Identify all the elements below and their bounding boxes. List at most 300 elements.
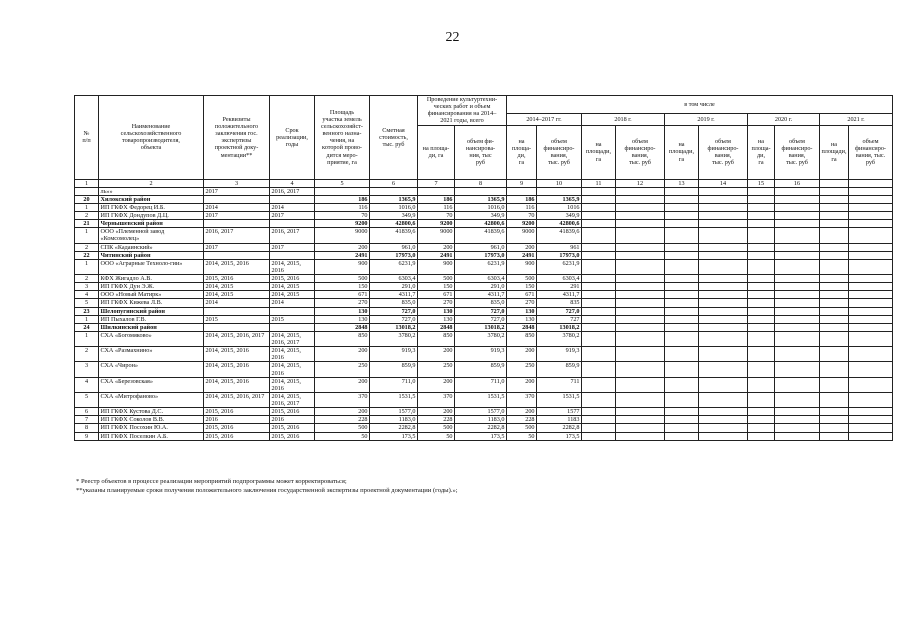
empty-cell (582, 377, 616, 392)
row-fin-2014-2017: 3780,2 (537, 331, 582, 346)
empty-cell (699, 195, 748, 203)
row-name: Читинский район (99, 251, 204, 259)
header-plan-fin: объем фи- нансирова- ния, тыс руб (455, 125, 507, 179)
row-plan-fin: 42800,6 (455, 220, 507, 228)
empty-cell (775, 416, 820, 424)
empty-cell (849, 362, 893, 377)
row-area-2014-2017: 70 (507, 212, 537, 220)
empty-cell (582, 424, 616, 432)
empty-cell (849, 347, 893, 362)
empty-cell (665, 315, 699, 323)
empty-cell (616, 299, 665, 307)
header-num: № п/п (75, 96, 99, 180)
district-row (75, 195, 893, 203)
row-docs: 2014, 2015, 2016, 2017 (204, 331, 270, 346)
row-area: 270 (315, 299, 370, 307)
col-number: 16 (775, 179, 820, 187)
row-term: 2014, 2015, 2016, 2017 (270, 392, 315, 407)
empty-cell (775, 432, 820, 440)
empty-cell (820, 362, 849, 377)
empty-cell (820, 432, 849, 440)
empty-cell (616, 432, 665, 440)
row-plan-area: 50 (418, 432, 455, 440)
row-fin-2014-2017: 291 (537, 283, 582, 291)
col-number: 14 (699, 179, 748, 187)
row-plan-fin: 6231,9 (455, 259, 507, 274)
header-name: Наименование сельскохозяйственного товаропроизводителя, объекта (99, 96, 204, 180)
row-cost: 349,9 (370, 212, 418, 220)
row-fin-2014-2017: 1577 (537, 408, 582, 416)
row-docs: 2014, 2015, 2016 (204, 259, 270, 274)
row-fin-2014-2017: 41839,6 (537, 228, 582, 243)
row-plan-fin: 711,0 (455, 377, 507, 392)
empty-cell (582, 432, 616, 440)
empty-cell (665, 392, 699, 407)
row-area-2014-2017: 500 (507, 424, 537, 432)
empty-cell (849, 331, 893, 346)
row-area-2014-2017: 200 (507, 347, 537, 362)
row-plan-fin: 1183,0 (455, 416, 507, 424)
empty-cell (616, 408, 665, 416)
empty-cell (582, 416, 616, 424)
header-sub-area: на площади, га (820, 125, 849, 179)
empty-cell (616, 259, 665, 274)
row-plan-fin: 17973,0 (455, 251, 507, 259)
col-number: 1 (75, 179, 99, 187)
empty-cell (748, 275, 775, 283)
row-plan-area: 70 (418, 212, 455, 220)
empty-cell (699, 315, 748, 323)
row-number: 8 (75, 424, 99, 432)
empty-cell (582, 275, 616, 283)
row-docs (204, 251, 270, 259)
col-number: 13 (665, 179, 699, 187)
col-number: 8 (455, 179, 507, 187)
empty-cell (748, 362, 775, 377)
row-number: 4 (75, 377, 99, 392)
row-term: 2015, 2016 (270, 432, 315, 440)
row-docs: 2014, 2015, 2016 (204, 362, 270, 377)
empty-cell (582, 228, 616, 243)
header-sub-area: на площади, га (582, 125, 616, 179)
empty-cell (616, 291, 665, 299)
row-plan-fin: 3780,2 (455, 331, 507, 346)
row-area: 186 (315, 195, 370, 203)
row-cost: 42800,6 (370, 220, 418, 228)
empty-cell (820, 203, 849, 211)
empty-cell (582, 408, 616, 416)
row-cost (370, 187, 418, 195)
row-plan-area: 200 (418, 347, 455, 362)
row-plan-fin: 4311,7 (455, 291, 507, 299)
header-sub-area: на площа- ди, га (507, 125, 537, 179)
empty-cell (748, 432, 775, 440)
empty-cell (849, 408, 893, 416)
row-docs (204, 323, 270, 331)
row-plan-area: 116 (418, 203, 455, 211)
col-number: 7 (418, 179, 455, 187)
row-name: Шилкинский район (99, 323, 204, 331)
row-cost: 1577,0 (370, 408, 418, 416)
empty-cell (582, 291, 616, 299)
row-term: 2014, 2015, 2016 (270, 362, 315, 377)
row-area: 900 (315, 259, 370, 274)
empty-cell (849, 259, 893, 274)
row-name: ИП ГКФХ Федорец И.Б. (99, 203, 204, 211)
empty-cell (616, 323, 665, 331)
empty-cell (748, 424, 775, 432)
col-number: 11 (582, 179, 616, 187)
footnote: * Реестр объектов в процессе реализации мероприятий подпрограммы может корректироваться; (76, 478, 347, 485)
row-cost: 13018,2 (370, 323, 418, 331)
row-cost: 2282,8 (370, 424, 418, 432)
header-year-2018: 2018 г. (582, 113, 665, 125)
empty-cell (748, 228, 775, 243)
table-row (75, 315, 893, 323)
empty-cell (665, 331, 699, 346)
row-cost: 1531,5 (370, 392, 418, 407)
empty-cell (820, 228, 849, 243)
row-plan-fin (455, 187, 507, 195)
empty-cell (775, 203, 820, 211)
empty-cell (616, 228, 665, 243)
empty-cell (775, 212, 820, 220)
row-number: 1 (75, 203, 99, 211)
footnotes (76, 478, 458, 496)
empty-cell (849, 212, 893, 220)
empty-cell (699, 259, 748, 274)
empty-cell (699, 323, 748, 331)
row-name: СХА «Размахнино» (99, 347, 204, 362)
empty-cell (616, 187, 665, 195)
row-plan-fin: 727,0 (455, 315, 507, 323)
table-row (75, 291, 893, 299)
empty-cell (820, 323, 849, 331)
empty-cell (699, 408, 748, 416)
empty-cell (748, 220, 775, 228)
empty-cell (775, 408, 820, 416)
row-fin-2014-2017: 4311,7 (537, 291, 582, 299)
empty-cell (699, 228, 748, 243)
row-area: 200 (315, 377, 370, 392)
empty-cell (820, 251, 849, 259)
table-row (75, 212, 893, 220)
empty-cell (665, 203, 699, 211)
row-cost: 1365,9 (370, 195, 418, 203)
row-fin-2014-2017: 13018,2 (537, 323, 582, 331)
header-sub-area: на площа- ди, га (748, 125, 775, 179)
empty-cell (616, 331, 665, 346)
row-fin-2014-2017: 17973,0 (537, 251, 582, 259)
row-name: СХА «Митрофаново» (99, 392, 204, 407)
row-area-2014-2017: 9200 (507, 220, 537, 228)
row-fin-2014-2017: 727,0 (537, 307, 582, 315)
row-cost: 173,5 (370, 432, 418, 440)
row-term (270, 195, 315, 203)
empty-cell (820, 424, 849, 432)
empty-cell (748, 187, 775, 195)
row-area: 228 (315, 416, 370, 424)
row-name: ИП ГКФХ Поселкин А.Б. (99, 432, 204, 440)
row-docs: 2014 (204, 203, 270, 211)
empty-cell (849, 243, 893, 251)
row-number: 5 (75, 299, 99, 307)
empty-cell (849, 416, 893, 424)
row-cost: 961,0 (370, 243, 418, 251)
empty-cell (820, 187, 849, 195)
empty-cell (616, 251, 665, 259)
row-area-2014-2017: 200 (507, 243, 537, 251)
empty-cell (665, 347, 699, 362)
row-fin-2014-2017: 6303,4 (537, 275, 582, 283)
row-plan-fin: 41839,6 (455, 228, 507, 243)
row-term (270, 220, 315, 228)
row-name: ИП ГКФХ Дун Э.Ж. (99, 283, 204, 291)
empty-cell (699, 331, 748, 346)
empty-cell (775, 307, 820, 315)
row-docs: 2016, 2017 (204, 228, 270, 243)
row-area: 130 (315, 307, 370, 315)
empty-cell (699, 347, 748, 362)
header-sub-area: на площади, га (665, 125, 699, 179)
table-row (75, 392, 893, 407)
empty-cell (775, 291, 820, 299)
empty-cell (748, 323, 775, 331)
empty-cell (849, 203, 893, 211)
row-area (315, 187, 370, 195)
row-docs: 2015, 2016 (204, 408, 270, 416)
empty-cell (820, 283, 849, 291)
row-plan-area: 671 (418, 291, 455, 299)
row-docs (204, 195, 270, 203)
row-number: 7 (75, 416, 99, 424)
col-number: 3 (204, 179, 270, 187)
row-fin-2014-2017: 961 (537, 243, 582, 251)
header-docs: Реквизиты положительного заключения гос. экспертизы проектной доку- ментации** (204, 96, 270, 180)
row-area: 370 (315, 392, 370, 407)
empty-cell (748, 299, 775, 307)
empty-cell (616, 362, 665, 377)
row-plan-area: 186 (418, 195, 455, 203)
row-plan-area (418, 187, 455, 195)
row-plan-area: 250 (418, 362, 455, 377)
empty-cell (582, 220, 616, 228)
empty-cell (820, 259, 849, 274)
table-row (75, 347, 893, 362)
empty-cell (699, 187, 748, 195)
empty-cell (699, 243, 748, 251)
empty-cell (582, 212, 616, 220)
empty-cell (820, 299, 849, 307)
header-incl: в том числе (507, 96, 893, 114)
footnote: **указаны планируемые сроки получения положительного заключения государственной экспертизы проектной документации (годы).»; (76, 486, 458, 494)
empty-cell (748, 291, 775, 299)
empty-cell (849, 299, 893, 307)
row-term: 2015 (270, 315, 315, 323)
row-number: 1 (75, 228, 99, 243)
table-row (75, 416, 893, 424)
row-area: 70 (315, 212, 370, 220)
row-number: 2 (75, 243, 99, 251)
empty-cell (775, 323, 820, 331)
row-term: 2014, 2015, 2016, 2017 (270, 331, 315, 346)
row-area-2014-2017: 228 (507, 416, 537, 424)
empty-cell (665, 251, 699, 259)
empty-cell (665, 362, 699, 377)
empty-cell (748, 212, 775, 220)
row-docs: 2014, 2015 (204, 283, 270, 291)
row-area: 9000 (315, 228, 370, 243)
table-row (75, 362, 893, 377)
row-docs: 2014, 2015 (204, 291, 270, 299)
row-number: 2 (75, 347, 99, 362)
row-number: 2 (75, 275, 99, 283)
row-plan-area: 2491 (418, 251, 455, 259)
row-fin-2014-2017: 919,3 (537, 347, 582, 362)
header-year-2020: 2020 г. (748, 113, 820, 125)
row-number: 23 (75, 307, 99, 315)
row-fin-2014-2017: 1531,5 (537, 392, 582, 407)
row-name: ИП ГКФХ Кижева Л.В. (99, 299, 204, 307)
empty-cell (582, 203, 616, 211)
empty-cell (699, 307, 748, 315)
row-term (270, 323, 315, 331)
empty-cell (665, 220, 699, 228)
empty-cell (582, 195, 616, 203)
district-row (75, 251, 893, 259)
row-fin-2014-2017: 727 (537, 315, 582, 323)
projects-table (74, 95, 893, 441)
header-sub-fin: объем финансиро- вания, тыс. руб (775, 125, 820, 179)
empty-cell (849, 392, 893, 407)
empty-cell (665, 323, 699, 331)
row-fin-2014-2017: 859,9 (537, 362, 582, 377)
empty-cell (699, 299, 748, 307)
row-area: 250 (315, 362, 370, 377)
table-row (75, 203, 893, 211)
header-plan-area: на площа- ди, га (418, 125, 455, 179)
empty-cell (775, 275, 820, 283)
row-plan-area: 130 (418, 307, 455, 315)
row-area-2014-2017: 200 (507, 408, 537, 416)
row-plan-fin: 961,0 (455, 243, 507, 251)
row-docs: 2014, 2015, 2016, 2017 (204, 392, 270, 407)
empty-cell (582, 362, 616, 377)
empty-cell (665, 283, 699, 291)
row-area-2014-2017: 671 (507, 291, 537, 299)
col-number: 6 (370, 179, 418, 187)
row-fin-2014-2017: 1365,9 (537, 195, 582, 203)
row-plan-area: 130 (418, 315, 455, 323)
row-docs: 2017 (204, 187, 270, 195)
empty-cell (775, 283, 820, 291)
district-row (75, 220, 893, 228)
page-number: 22 (445, 30, 460, 45)
empty-cell (616, 347, 665, 362)
row-fin-2014-2017: 2282,8 (537, 424, 582, 432)
row-area-2014-2017: 850 (507, 331, 537, 346)
header-cost: Сметная стоимость, тыс. руб (370, 96, 418, 180)
row-cost: 3780,2 (370, 331, 418, 346)
row-area-2014-2017: 150 (507, 283, 537, 291)
empty-cell (849, 220, 893, 228)
row-docs: 2015 (204, 315, 270, 323)
row-cost: 41839,6 (370, 228, 418, 243)
empty-cell (820, 347, 849, 362)
row-number: 1 (75, 331, 99, 346)
row-plan-area: 500 (418, 424, 455, 432)
header-sub-fin: объем финансиро- вания, тыс. руб (537, 125, 582, 179)
row-area: 9200 (315, 220, 370, 228)
empty-cell (820, 220, 849, 228)
row-plan-area: 270 (418, 299, 455, 307)
row-area: 671 (315, 291, 370, 299)
empty-cell (665, 432, 699, 440)
row-area-2014-2017: 370 (507, 392, 537, 407)
empty-cell (665, 195, 699, 203)
row-name: Шелопугинский район (99, 307, 204, 315)
empty-cell (582, 283, 616, 291)
empty-cell (775, 299, 820, 307)
row-name: КФХ Жигадло А.В. (99, 275, 204, 283)
empty-cell (616, 377, 665, 392)
col-number: 12 (616, 179, 665, 187)
col-number: 4 (270, 179, 315, 187)
row-fin-2014-2017: 711 (537, 377, 582, 392)
row-cost: 17973,0 (370, 251, 418, 259)
empty-cell (820, 243, 849, 251)
row-name: СХА «Богомяково» (99, 331, 204, 346)
empty-cell (820, 331, 849, 346)
empty-cell (775, 392, 820, 407)
empty-cell (616, 275, 665, 283)
empty-cell (699, 432, 748, 440)
row-number: 3 (75, 362, 99, 377)
row-area-2014-2017: 50 (507, 432, 537, 440)
row-name: ООО «Новый Матирк» (99, 291, 204, 299)
row-plan-area: 200 (418, 377, 455, 392)
empty-cell (699, 220, 748, 228)
empty-cell (582, 315, 616, 323)
row-plan-area: 200 (418, 408, 455, 416)
row-area-2014-2017: 2491 (507, 251, 537, 259)
row-docs: 2017 (204, 212, 270, 220)
table-row (75, 424, 893, 432)
header-sub-fin: объем финансиро- вания, тыс. руб (849, 125, 893, 179)
empty-cell (820, 212, 849, 220)
row-cost: 727,0 (370, 315, 418, 323)
row-area: 2491 (315, 251, 370, 259)
empty-cell (665, 228, 699, 243)
empty-cell (582, 323, 616, 331)
empty-cell (748, 203, 775, 211)
empty-cell (849, 424, 893, 432)
row-plan-fin: 727,0 (455, 307, 507, 315)
empty-cell (665, 212, 699, 220)
row-number: 9 (75, 432, 99, 440)
empty-cell (699, 392, 748, 407)
row-number: 5 (75, 392, 99, 407)
row-term: 2015, 2016 (270, 424, 315, 432)
row-area-2014-2017: 130 (507, 315, 537, 323)
row-plan-fin: 919,3 (455, 347, 507, 362)
row-plan-fin: 349,9 (455, 212, 507, 220)
empty-cell (849, 315, 893, 323)
row-number: 6 (75, 408, 99, 416)
empty-cell (748, 195, 775, 203)
empty-cell (820, 291, 849, 299)
row-name: ль»» (99, 187, 204, 195)
